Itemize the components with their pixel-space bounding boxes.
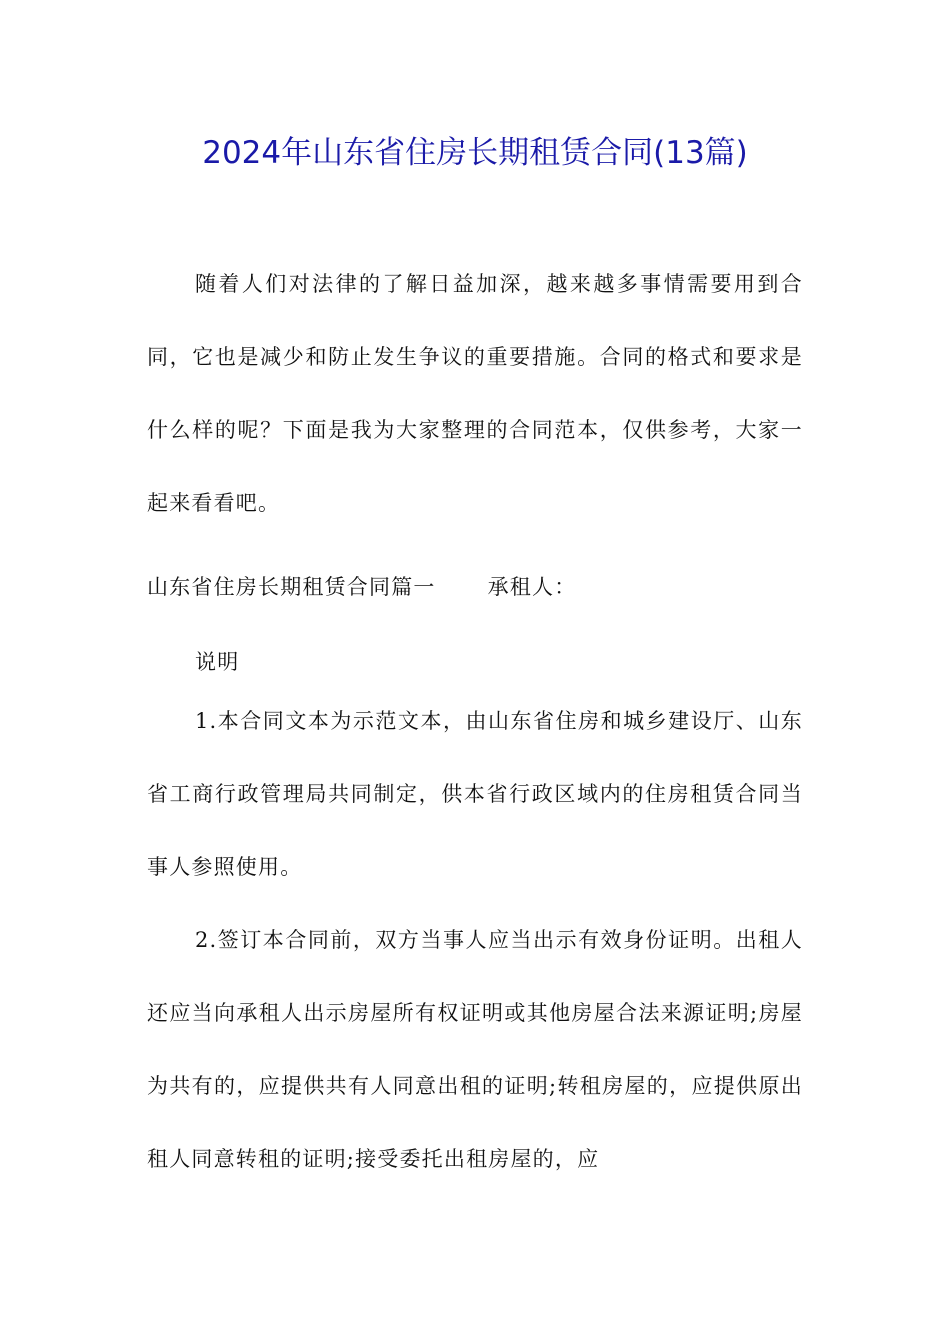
document-title: 2024年山东省住房长期租赁合同(13篇) (202, 135, 748, 171)
section-heading: 山东省住房长期租赁合同篇一 (147, 575, 436, 599)
intro-paragraph: 随着人们对法律的了解日益加深，越来越多事情需要用到合同，它也是减少和防止发生争议的重要措施。合同的格式和要求是什么样的呢？下面是我为大家整理的合同范本，仅供参考，大家一起来看看吧。 (147, 272, 803, 515)
clause-paragraph: 1.本合同文本为示范文本，由山东省住房和城乡建设厅、山东省工商行政管理局共同制定，供本省行政区域内的住房租赁合同当事人参照使用。 (147, 709, 803, 879)
lessee-label: 承租人： (487, 575, 577, 599)
explanation-heading: 说明 (195, 650, 240, 674)
clause-paragraph: 2.签订本合同前，双方当事人应当出示有效身份证明。出租人还应当向承租人出示房屋所有权证明或其他房屋合法来源证明;房屋为共有的，应提供共有人同意出租的证明;转租房屋的，应提供原出租人同意转租的证明;接受委托出租房屋的，应 (147, 928, 803, 1171)
section-heading-line (147, 571, 576, 601)
